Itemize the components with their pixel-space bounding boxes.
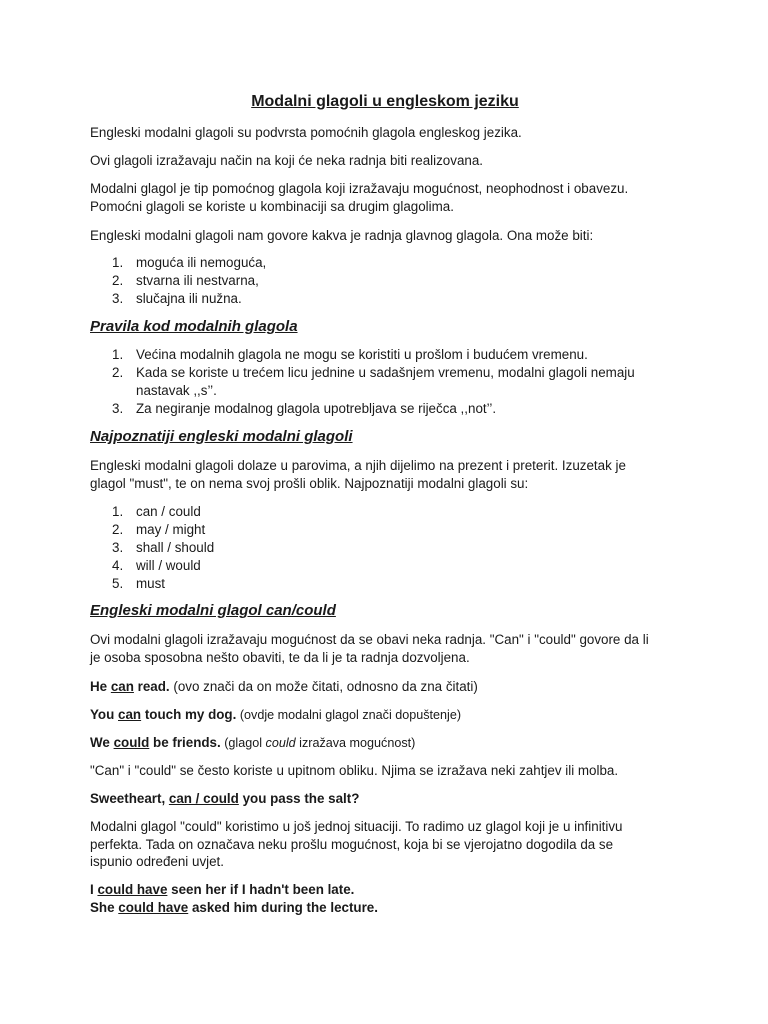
heading-rules: Pravila kod modalnih glagola <box>90 318 298 335</box>
perfect-paragraph-line-1: Modalni glagol "could" koristimo u još jednoj situaciji. To radimo uz glagol koji je u infinitivu <box>90 819 623 834</box>
perfect-paragraph-line-2: perfekta. Tada on označava neku prošlu mogućnost, koja bi se vjerojatno dogodila da se <box>90 837 614 852</box>
example-we-could-be-friends: We could be friends. (glagol could izražava mogućnost) <box>90 735 416 750</box>
example-you-can-touch: You can touch my dog. (ovdje modalni glagol znači dopuštenje) <box>90 707 462 722</box>
known-verbs-list <box>90 503 696 593</box>
intro-paragraph-4: Engleski modalni glagoli nam govore kakva je radnja glavnog glagola. Ona može biti: <box>90 228 594 243</box>
intro-paragraph-3-line-2: Pomoćni glagoli se koriste u kombinaciji sa drugim glagolima. <box>90 199 454 214</box>
list-item: 1. Većina modalnih glagola ne mogu se koristiti u prošlom i budućem vremenu. <box>112 347 588 362</box>
list-item: 5. must <box>112 576 166 591</box>
intro-paragraph-3-line-1: Modalni glagol je tip pomoćnog glagola koji izražavaju mogućnost, neophodnost i obavezu. <box>90 181 629 196</box>
list-item: 3. Za negiranje modalnog glagola upotrebljava se riječca ,,not’’. <box>112 401 497 416</box>
list-item: 1. moguća ili nemoguća, <box>112 255 267 270</box>
known-paragraph-line-2: glagol "must", te on nema svoj prošli oblik. Najpoznatiji modalni glagoli su: <box>90 476 529 491</box>
list-item: 2. stvarna ili nestvarna, <box>112 273 259 288</box>
can-paragraph-line-1: Ovi modalni glagoli izražavaju mogućnost da se obavi neka radnja. "Can" i "could" govore da li <box>90 632 649 647</box>
example-sweetheart: Sweetheart, can / could you pass the salt? <box>90 791 360 806</box>
intro-paragraph-2: Ovi glagoli izražavaju način na koji će neka radnja biti realizovana. <box>90 153 484 168</box>
list-item: 3. slučajna ili nužna. <box>112 291 242 306</box>
list-item: 2. Kada se koriste u trećem licu jednine u sadašnjem vremenu, modalni glagoli nemaju nastavak ,,s’’. <box>112 365 635 398</box>
can-paragraph-line-2: je osoba sposobna nešto obaviti, te da li je ta radnja dozvoljena. <box>90 650 470 665</box>
possibility-list <box>90 254 696 308</box>
rules-list <box>90 346 696 418</box>
list-item: 2. may / might <box>112 522 206 537</box>
example-she-could-have: She could have asked him during the lecture. <box>90 900 378 915</box>
heading-known-verbs: Najpoznatiji engleski modalni glagoli <box>90 428 353 445</box>
perfect-paragraph-line-3: ispunio određeni uvjet. <box>90 854 224 869</box>
list-item: 1. can / could <box>112 504 201 519</box>
question-paragraph: "Can" i "could" se često koriste u upitnom obliku. Njima se izražava neki zahtjev ili molba. <box>90 763 619 778</box>
example-he-can-read: He can read. (ovo znači da on može čitati, odnosno da zna čitati) <box>90 679 478 694</box>
known-paragraph-line-1: Engleski modalni glagoli dolaze u parovima, a njih dijelimo na prezent i preterit. Izuzetak je <box>90 458 626 473</box>
intro-paragraph-1: Engleski modalni glagoli su podvrsta pomoćnih glagola engleskog jezika. <box>90 125 522 140</box>
document-title: Modalni glagoli u engleskom jeziku <box>251 93 519 110</box>
example-i-could-have: I could have seen her if I hadn't been late. <box>90 882 355 897</box>
list-item: 4. will / would <box>112 558 201 573</box>
list-item: 3. shall / should <box>112 540 215 555</box>
heading-can-could: Engleski modalni glagol can/could <box>90 602 336 619</box>
